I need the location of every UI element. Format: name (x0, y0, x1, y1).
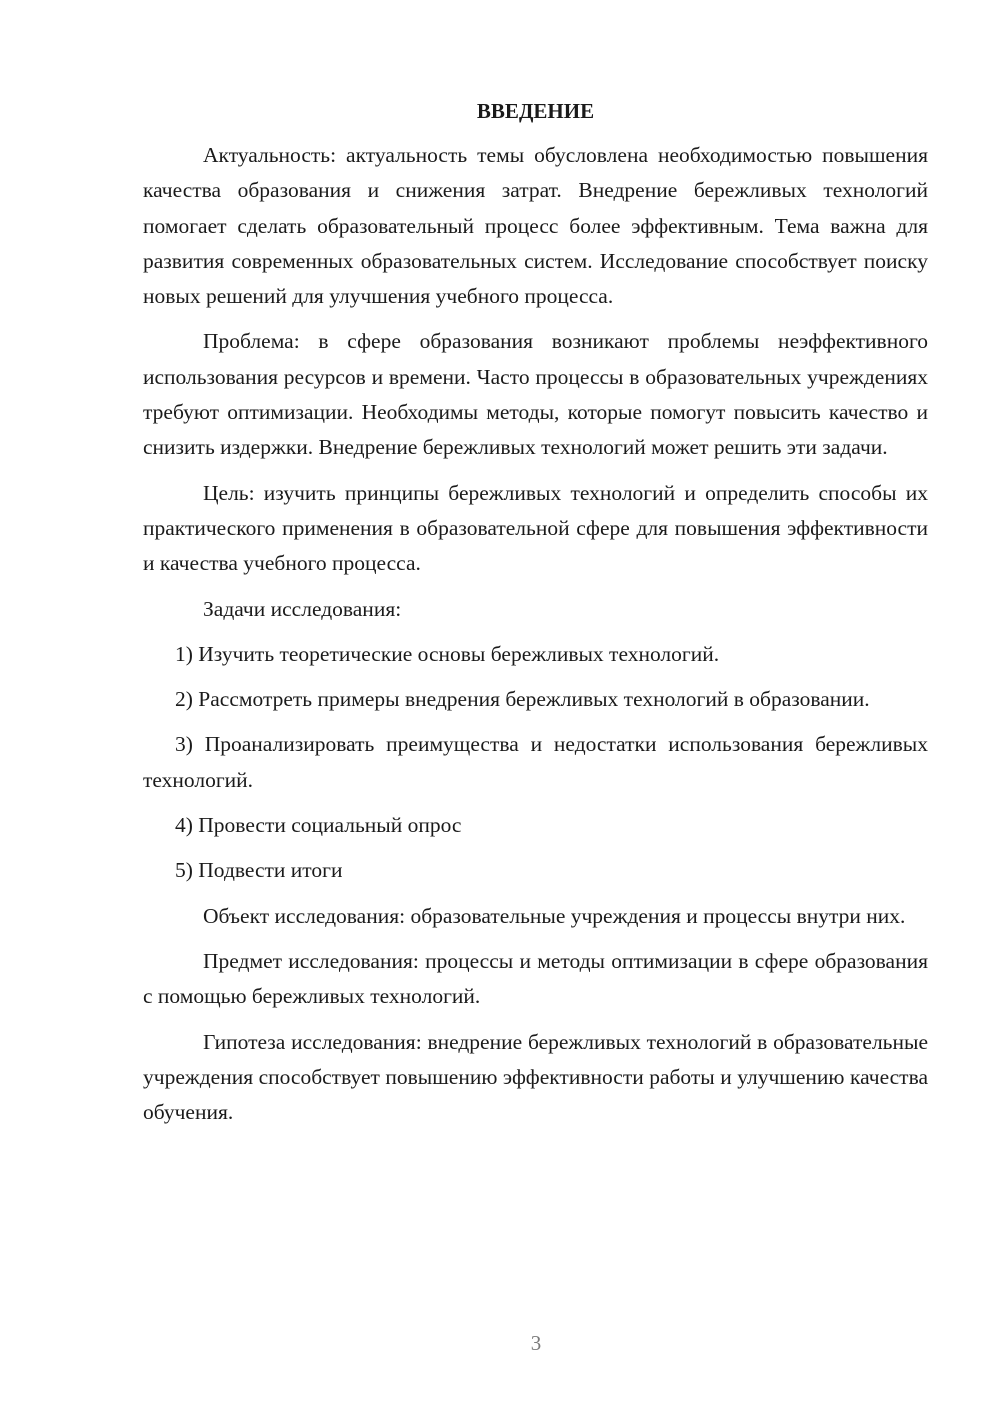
document-title: ВВЕДЕНИЕ (476, 99, 595, 123)
paragraph-object: Объект исследования: образовательные учреждения и процессы внутри них. (203, 903, 906, 928)
paragraph-tasks-heading: Задачи исследования: (203, 596, 402, 621)
task-item-4: 4) Провести социальный опрос (175, 813, 462, 838)
task-item-5: 5) Подвести итоги (175, 858, 343, 883)
page-number: 3 (530, 1331, 542, 1355)
document-page (143, 94, 928, 1140)
paragraph-hypothesis: Гипотеза исследования: внедрение бережливых технологий в образовательные учреждения способствует повышению эффективности работы и улучшению качества обучения. (143, 1029, 928, 1125)
task-item-2: 2) Рассмотреть примеры внедрения бережливых технологий в образовании. (175, 687, 870, 712)
paragraph-subject: Предмет исследования: процессы и методы оптимизации в сфере образования с помощью бережливых технологий. (143, 948, 928, 1009)
paragraph-goal: Цель: изучить принципы бережливых технологий и определить способы их практического применения в образовательной сфере для повышения эффективности и качества учебного процесса. (143, 480, 928, 576)
paragraph-relevance: Актуальность: актуальность темы обусловлена необходимостью повышения качества образования и снижения затрат. Внедрение бережливых технологий помогает сделать образовательный процесс более эффективным. Тема важна для развития современных образовательных систем. Исследование способствует поиску новых решений для улучшения учебного процесса. (143, 143, 928, 309)
paragraph-problem: Проблема: в сфере образования возникают проблемы неэффективного использования ресурсов и времени. Часто процессы в образовательных учреждениях требуют оптимизации. Необходимы методы, которые помогут повысить качество и снизить издержки. Внедрение бережливых технологий может решить эти задачи. (143, 329, 928, 460)
task-item-3: 3) Проанализировать преимущества и недостатки использования бережливых технологий. (143, 732, 928, 792)
task-item-1: 1) Изучить теоретические основы бережливых технологий. (175, 641, 720, 666)
